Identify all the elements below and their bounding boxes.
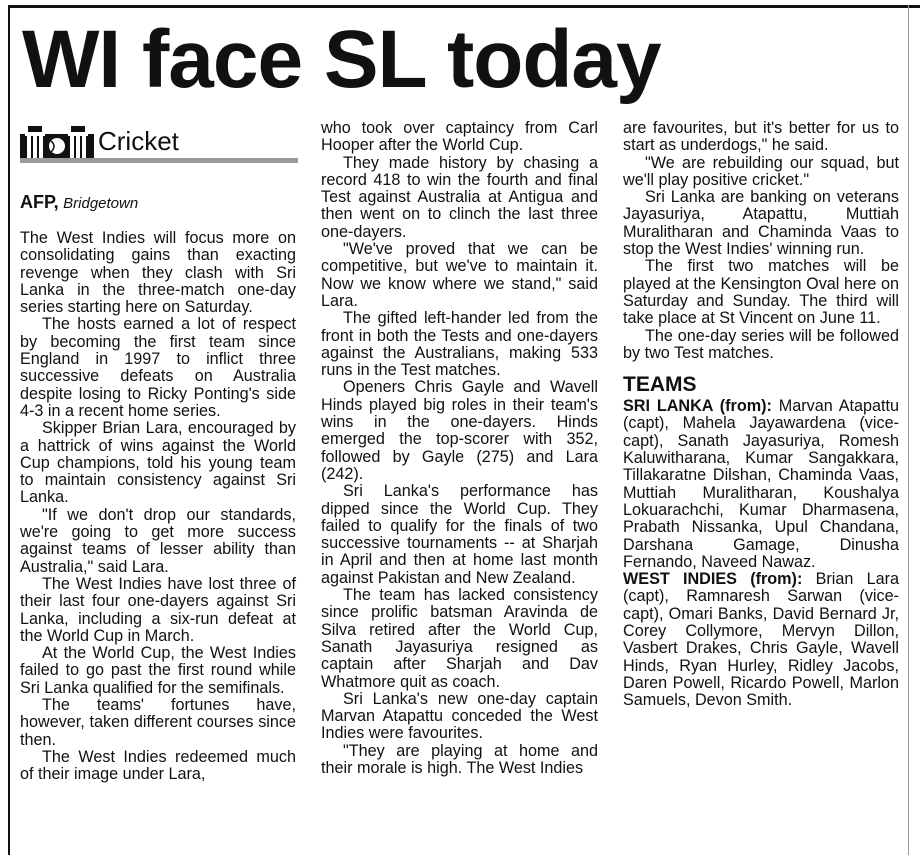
paragraph: Skipper Brian Lara, encouraged by a hattrick of wins against the World Cup champions, told his young team to maintain consistency against Sri Lanka.: [20, 419, 296, 507]
paragraph: Openers Chris Gayle and Wavell Hinds played big roles in their team's wins in the one-dayers. Hinds emerged the top-scorer with 352, followed by Gayle (275) and Lara (242).: [321, 378, 598, 483]
team-west-indies-label: WEST INDIES (from):: [623, 570, 803, 589]
teams-heading: TEAMS: [623, 373, 697, 397]
paragraph: The West Indies redeemed much of their image under Lara,: [20, 747, 296, 784]
section-rule: [20, 158, 298, 163]
paragraph: "If we don't drop our standards, we're going to get more success against teams of lesser ability than Australia," said Lara.: [20, 505, 296, 576]
byline-dateline: Bridgetown: [63, 195, 139, 212]
paragraph: Sri Lanka's performance has dipped since the World Cup. They failed to qualify for the finals of two successive tournaments -- at Sharjah in April and then at home last month against Pakistan and New Zealand.: [321, 482, 598, 587]
top-rule: [8, 5, 920, 8]
paragraph: The one-day series will be followed by two Test matches.: [623, 326, 899, 362]
paragraph: "They are playing at home and their morale is high. The West Indies: [321, 741, 598, 777]
paragraph: The gifted left-hander led from the front in both the Tests and one-dayers against the Australians, making 533 runs in the Test matches.: [321, 309, 598, 380]
paragraph: The hosts earned a lot of respect by becoming the first team since England in 1997 to inflict three successive defeats on Australia despite losing to Ricky Ponting's side 4-3 in a recent home series.: [20, 315, 296, 420]
section-label: Cricket: [98, 126, 179, 156]
paragraph: "We've proved that we can be competitive, but we've to maintain it. Now we know where we stand," said Lara.: [321, 240, 598, 310]
team-sri-lanka-players: Marvan Atapattu (capt), Mahela Jayawardena (vice-capt), Sanath Jayasuriya, Romesh Kaluwitharana, Kumar Sangakkara, Tillakaratne Dilshan, Chaminda Vaas, Muttiah Muralitharan, Koushalya Lokuarachchi, Kumar Dharmasena, Prabath Nissanka, Upul Chandana, Darshana Gamage, Dinusha Fernando, Naveed Nawaz.: [623, 397, 899, 571]
byline: [20, 191, 138, 215]
team-west-indies-players: Brian Lara (capt), Ramnaresh Sarwan (vice-capt), Omari Banks, David Bernard Jr, Corey Collymore, Mervyn Dillon, Vasbert Drakes, Chris Gayle, Wavell Hinds, Ryan Hurley, Ridley Jacobs, Daren Powell, Ricardo Powell, Marlon Samuels, Devon Smith.: [623, 570, 899, 710]
team-sri-lanka: [623, 398, 899, 571]
paragraph: "We are rebuilding our squad, but we'll play positive cricket.": [623, 153, 899, 189]
article-column-2: [321, 120, 598, 777]
paragraph: The team has lacked consistency since prolific batsman Aravinda de Silva retired after the World Cup, Sanath Jayasuriya resigned as captain after Sharjah and Dav Whatmore quit as coach.: [321, 586, 598, 691]
paragraph: who took over captaincy from Carl Hooper after the World Cup.: [321, 119, 598, 155]
paragraph: At the World Cup, the West Indies failed to go past the first round while Sri Lanka qualified for the semifinals.: [20, 644, 296, 697]
paragraph: The teams' fortunes have, however, taken different courses since then.: [20, 696, 296, 749]
byline-agency: AFP,: [20, 192, 59, 212]
section-tag: [20, 122, 298, 166]
paragraph: are favourites, but it's better for us to start as underdogs," he said.: [623, 119, 899, 155]
cricket-wickets-ball-icon: [20, 124, 94, 160]
paragraph: Sri Lanka are banking on veterans Jayasuriya, Atapattu, Muttiah Muralitharan and Chaminda Vaas to stop the West Indies' winning run.: [623, 188, 899, 259]
paragraph: Sri Lanka's new one-day captain Marvan Atapattu conceded the West Indies were favourites.: [321, 689, 598, 743]
paragraph: The West Indies will focus more on consolidating gains than exacting revenge when they clash with Sri Lanka in the three-match one-day series starting here on Saturday.: [20, 229, 296, 317]
paragraph: The first two matches will be played at the Kensington Oval here on Saturday and Sunday. The third will take place at St Vincent on June 11.: [623, 257, 899, 328]
left-rule: [8, 5, 10, 855]
headline: WI face SL today: [22, 14, 661, 105]
team-west-indies: [623, 571, 899, 709]
team-sri-lanka-label: SRI LANKA (from):: [623, 397, 772, 416]
right-edge-rule: [908, 5, 909, 855]
paragraph: The West Indies have lost three of their last four one-dayers against Sri Lanka, including a six-run defeat at the World Cup in March.: [20, 574, 296, 645]
article-column-3: [623, 120, 899, 710]
article-column-1: [20, 230, 296, 784]
paragraph: They made history by chasing a record 418 to win the fourth and final Test against Australia at Antigua and then went on to clinch the last three one-dayers.: [321, 153, 598, 241]
